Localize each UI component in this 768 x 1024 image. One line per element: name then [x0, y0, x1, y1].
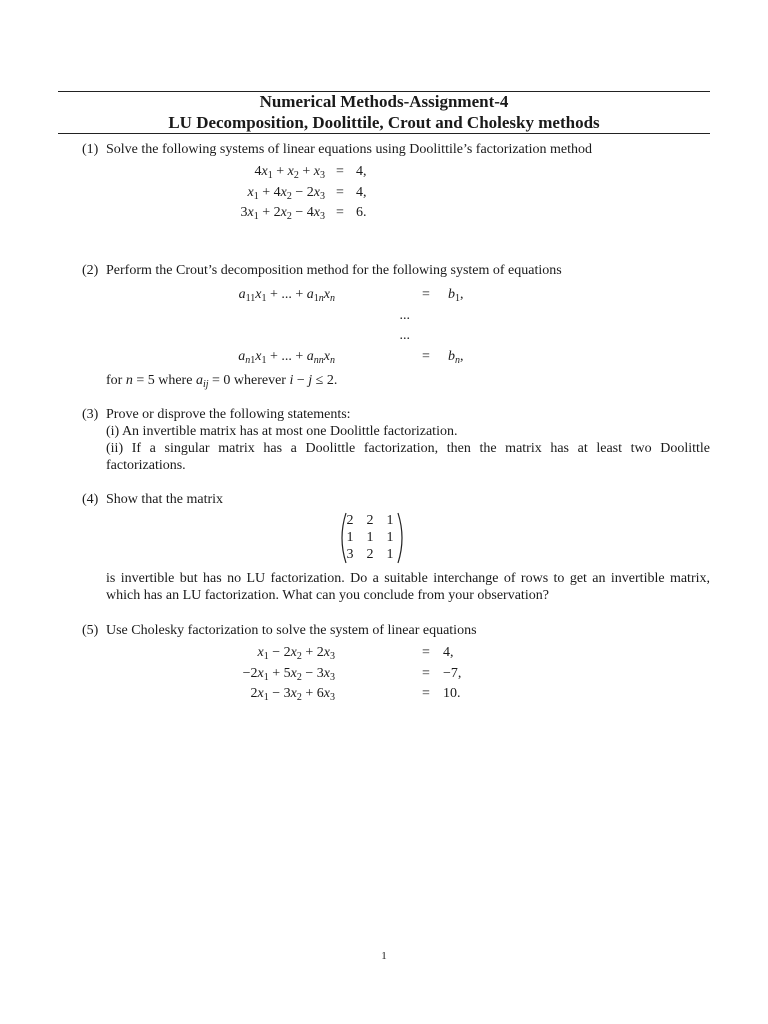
- matrix-cell: 1: [386, 513, 394, 528]
- equation-lhs: $3x_1 + 2x_2 - 4x_3$: [240, 205, 325, 222]
- equation-rhs: $b_n$,: [448, 348, 464, 366]
- equation-rhs: 10.: [443, 686, 461, 701]
- question-4: [82, 491, 710, 508]
- equation-lhs: $a_{n1}x_1$ + ... + $a_{nn}x_n$: [238, 348, 335, 366]
- equation-rhs: $b_1$,: [448, 287, 464, 304]
- equals-sign: =: [336, 184, 344, 200]
- equation-row: [254, 163, 480, 184]
- matrix-cell: 1: [386, 547, 394, 562]
- question-number: (4): [82, 492, 99, 507]
- equation-system-1: [240, 163, 480, 225]
- question-1: [82, 141, 710, 158]
- statement-ii: (ii) If a singular matrix has a Doolittle factorization, then the matrix has at least two Doolittle factorizations.: [106, 441, 710, 473]
- question-text-continued: is invertible but has no LU factorization. Do a suitable interchange of rows to get an invertible matrix, which has an LU factorization. What can you conclude from your observation?: [106, 571, 710, 603]
- assignment-subtitle: LU Decomposition, Doolittile, Crout and Cholesky methods: [168, 113, 600, 132]
- question-3: [82, 406, 710, 474]
- header-bottom-rule: [58, 133, 710, 134]
- equation-row: [257, 644, 490, 665]
- equation-rhs: 6.: [356, 205, 367, 220]
- ellipsis: ...: [399, 328, 410, 343]
- question-4-continued: [82, 570, 710, 604]
- equals-sign: =: [336, 205, 344, 220]
- equals-sign: =: [336, 164, 344, 179]
- matrix-cell: 1: [366, 530, 374, 545]
- question-number: (3): [82, 407, 99, 422]
- equation-lhs: $x_1 + 4x_2 - 2x_3$: [247, 184, 325, 202]
- matrix-cell: 1: [386, 530, 394, 545]
- equation-system-5: [242, 644, 490, 706]
- matrix-cell: 2: [366, 547, 374, 562]
- equation-rhs: 4,: [443, 645, 454, 660]
- equation-system-2: [238, 286, 490, 368]
- statement-intro: Prove or disprove the following statements:: [106, 407, 351, 422]
- equation-rhs: 4,: [356, 164, 367, 179]
- matrix-cell: 2: [346, 513, 354, 528]
- equation-rhs: −7,: [443, 665, 462, 681]
- question-2-condition: [82, 372, 710, 389]
- question-text: Show that the matrix: [106, 492, 224, 507]
- document-header: [58, 91, 710, 133]
- equation-lhs: $a_{11}x_1$ + ... + $a_{1n}x_n$: [238, 287, 335, 304]
- page-number: 1: [381, 950, 387, 962]
- statement-i: (i) An invertible matrix has at most one Doolittle factorization.: [106, 424, 458, 439]
- question-text: Use Cholesky factorization to solve the system of linear equations: [106, 623, 477, 638]
- equation-row: [238, 286, 490, 307]
- assignment-title: Numerical Methods-Assignment-4: [259, 92, 509, 111]
- question-2: [82, 262, 710, 279]
- equals-sign: =: [422, 348, 430, 364]
- equation-row: [260, 327, 490, 348]
- matrix-cell: 2: [366, 513, 374, 528]
- equation-rhs: 4,: [356, 184, 367, 200]
- question-number: (5): [82, 623, 99, 638]
- equation-row: [238, 348, 490, 369]
- ellipsis: ...: [399, 307, 410, 323]
- equation-lhs: $2x_1 - 3x_2 + 6x_3$: [250, 686, 335, 703]
- question-5: [82, 622, 710, 639]
- equation-row: [260, 307, 490, 328]
- equation-row: [247, 184, 480, 205]
- matrix-cell: 3: [346, 547, 354, 562]
- equation-lhs: $4x_1 + x_2 + x_3$: [254, 164, 325, 181]
- condition-text: for n = 5 where $a_{ij} = 0$ wherever i − j ≤ 2.: [106, 373, 338, 390]
- question-number: (1): [82, 142, 99, 157]
- equation-lhs: $x_1 - 2x_2 + 2x_3$: [257, 645, 335, 662]
- equation-row: [240, 204, 480, 225]
- equation-row: [250, 685, 490, 706]
- equation-row: [242, 665, 490, 686]
- question-text: [106, 406, 710, 474]
- equals-sign: =: [422, 645, 430, 660]
- matrix: [337, 512, 407, 562]
- equation-lhs: $-2x_1 + 5x_2 - 3x_3$: [242, 665, 335, 683]
- question-text: Solve the following systems of linear equations using Doolittile’s factorization method: [106, 142, 593, 157]
- matrix-cell: 1: [346, 530, 354, 545]
- equals-sign: =: [422, 287, 430, 302]
- question-text: Perform the Crout’s decomposition method for the following system of equations: [106, 263, 562, 278]
- equals-sign: =: [422, 665, 430, 681]
- question-number: (2): [82, 263, 99, 278]
- equals-sign: =: [422, 686, 430, 701]
